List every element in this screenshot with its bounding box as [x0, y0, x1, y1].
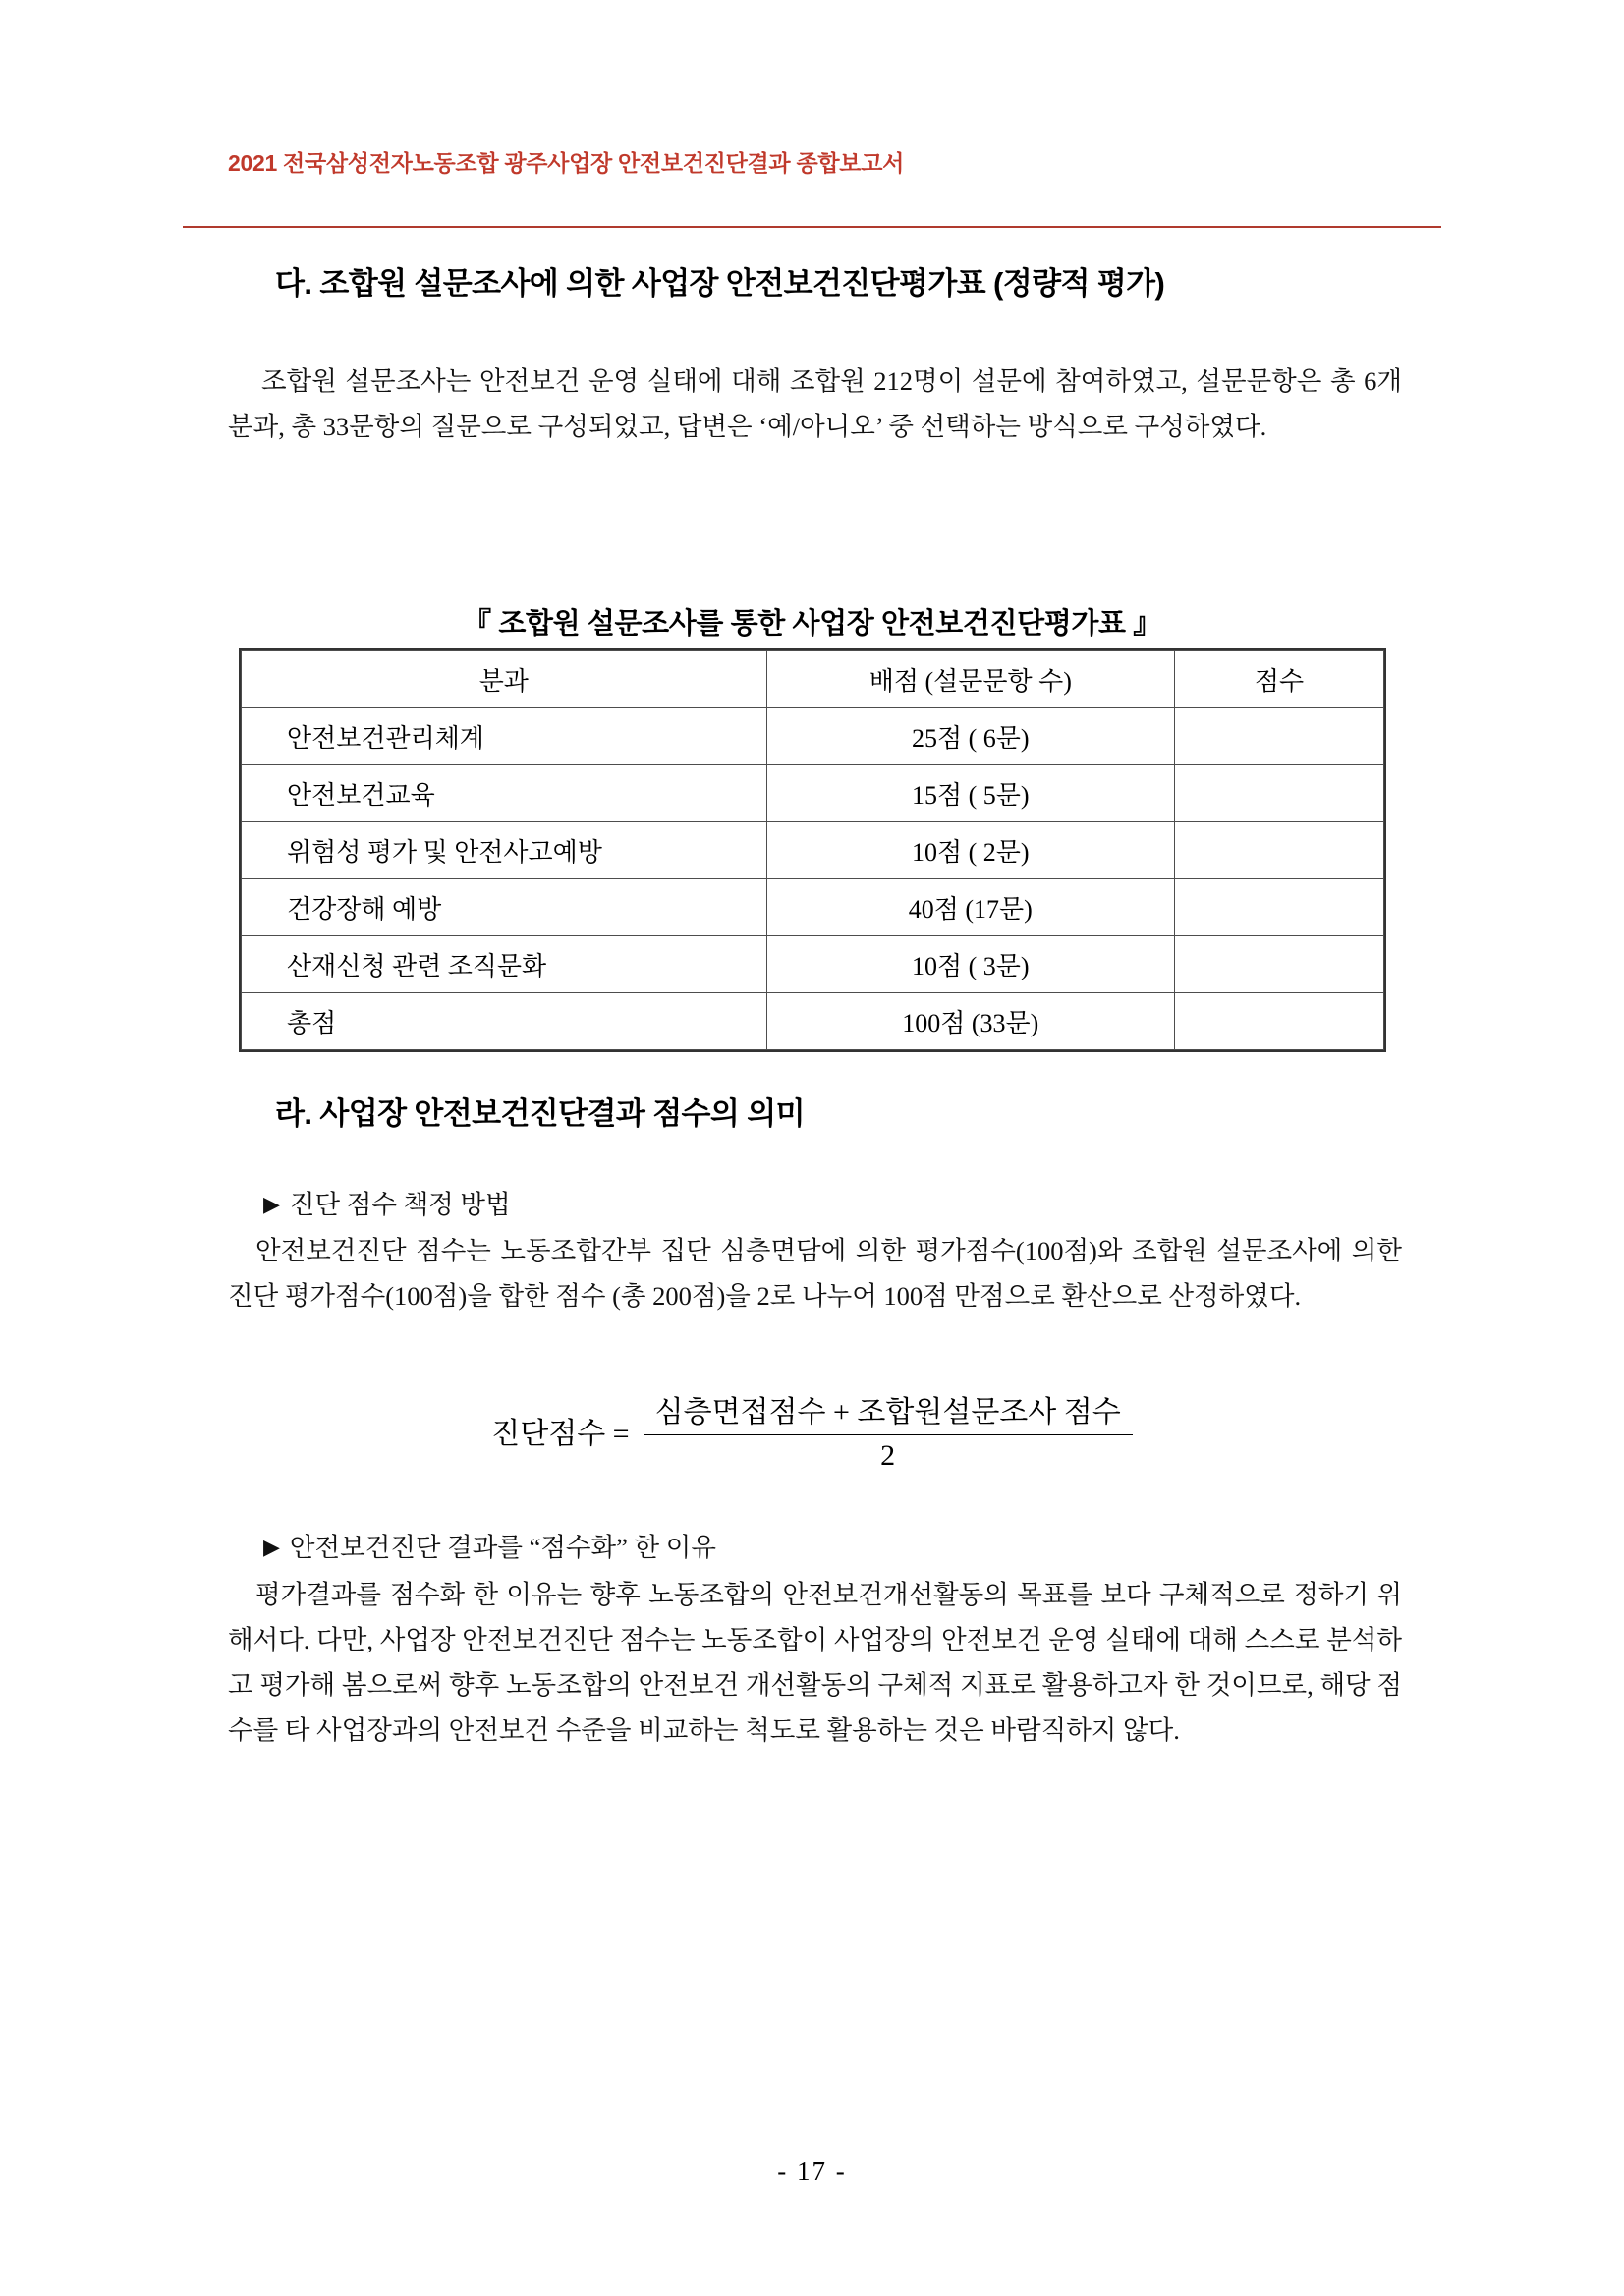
bullet-item-scoring-method — [263, 1183, 511, 1221]
triangle-bullet-icon: ▶ — [263, 1192, 280, 1216]
cell-allocation: 40점 (17문) — [766, 879, 1174, 936]
cell-allocation: 100점 (33문) — [766, 993, 1174, 1050]
cell-allocation: 10점 ( 3문) — [766, 936, 1174, 993]
survey-evaluation-table — [241, 650, 1384, 1050]
cell-score — [1174, 879, 1383, 936]
paragraph-survey-intro: 조합원 설문조사는 안전보건 운영 실태에 대해 조합원 212명이 설문에 참여하였고, 설문문항은 총 6개 분과, 총 33문항의 질문으로 구성되었고, 답변은 ‘예/아니오’ 중 선택하는 방식으로 구성하였다. — [228, 366, 1402, 441]
cell-allocation: 15점 ( 5문) — [766, 765, 1174, 822]
cell-category: 안전보건관리체계 — [242, 708, 767, 765]
page-number: - 17 - — [777, 2156, 847, 2186]
cell-category: 총점 — [242, 993, 767, 1050]
cell-category: 안전보건교육 — [242, 765, 767, 822]
table-row — [242, 708, 1384, 765]
cell-allocation: 10점 ( 2문) — [766, 822, 1174, 879]
section-heading-da: 다. 조합원 설문조사에 의한 사업장 안전보건진단평가표 (정량적 평가) — [275, 266, 1165, 301]
formula-fraction — [644, 1387, 1133, 1473]
table-row — [242, 879, 1384, 936]
bullet-label: 안전보건진단 결과를 “점수화” 한 이유 — [289, 1533, 716, 1562]
cell-category: 건강장해 예방 — [242, 879, 767, 936]
formula-denominator: 2 — [880, 1439, 896, 1472]
table-row — [242, 993, 1384, 1050]
section-heading-ra: 라. 사업장 안전보건진단결과 점수의 의미 — [275, 1096, 805, 1131]
bullet-label: 진단 점수 책정 방법 — [289, 1190, 511, 1219]
survey-table-wrapper — [239, 648, 1386, 1052]
table-caption: 『 조합원 설문조사를 통한 사업장 안전보건진단평가표 』 — [463, 608, 1161, 640]
formula-numerator: 심층면접점수 + 조합원설문조사 점수 — [644, 1387, 1133, 1435]
table-row — [242, 936, 1384, 993]
column-header-allocation: 배점 (설문문항 수) — [766, 651, 1174, 708]
header-divider — [183, 226, 1441, 228]
table-head — [242, 651, 1384, 708]
cell-score — [1174, 822, 1383, 879]
cell-score — [1174, 708, 1383, 765]
table-row — [242, 822, 1384, 879]
table-row — [242, 765, 1384, 822]
column-header-score: 점수 — [1174, 651, 1383, 708]
cell-category: 산재신청 관련 조직문화 — [242, 936, 767, 993]
cell-score — [1174, 936, 1383, 993]
formula-left-side: 진단점수 = — [491, 1417, 630, 1450]
column-header-category: 분과 — [242, 651, 767, 708]
table-body — [242, 708, 1384, 1050]
cell-score — [1174, 765, 1383, 822]
cell-category: 위험성 평가 및 안전사고예방 — [242, 822, 767, 879]
triangle-bullet-icon: ▶ — [263, 1535, 280, 1559]
score-formula — [0, 1387, 1624, 1473]
bullet-item-scoring-reason — [263, 1526, 716, 1564]
cell-allocation: 25점 ( 6문) — [766, 708, 1174, 765]
cell-score — [1174, 993, 1383, 1050]
table-header-row — [242, 651, 1384, 708]
document-header-title: 2021 전국삼성전자노동조합 광주사업장 안전보건진단결과 종합보고서 — [228, 150, 905, 176]
paragraph-scoring-reason: 평가결과를 점수화 한 이유는 향후 노동조합의 안전보건개선활동의 목표를 보다 구체적으로 정하기 위해서다. 다만, 사업장 안전보건진단 점수는 노동조합이 사업장의 안전보건 운영 실태에 대해 스스로 분석하고 평가해 봄으로써 향후 노동조합의 안전보건 개선활동의 구체적 지표로 활용하고자 한 것이므로, 해당 점수를 타 사업장과의 안전보건 수준을 비교하는 척도로 활용하는 것은 바람직하지 않다. — [228, 1580, 1402, 1745]
paragraph-scoring-method: 안전보건진단 점수는 노동조합간부 집단 심층면담에 의한 평가점수(100점)와 조합원 설문조사에 의한 진단 평가점수(100점)을 합한 점수 (총 200점)을 2로 나누어 100점 만점으로 환산으로 산정하였다. — [228, 1236, 1402, 1311]
